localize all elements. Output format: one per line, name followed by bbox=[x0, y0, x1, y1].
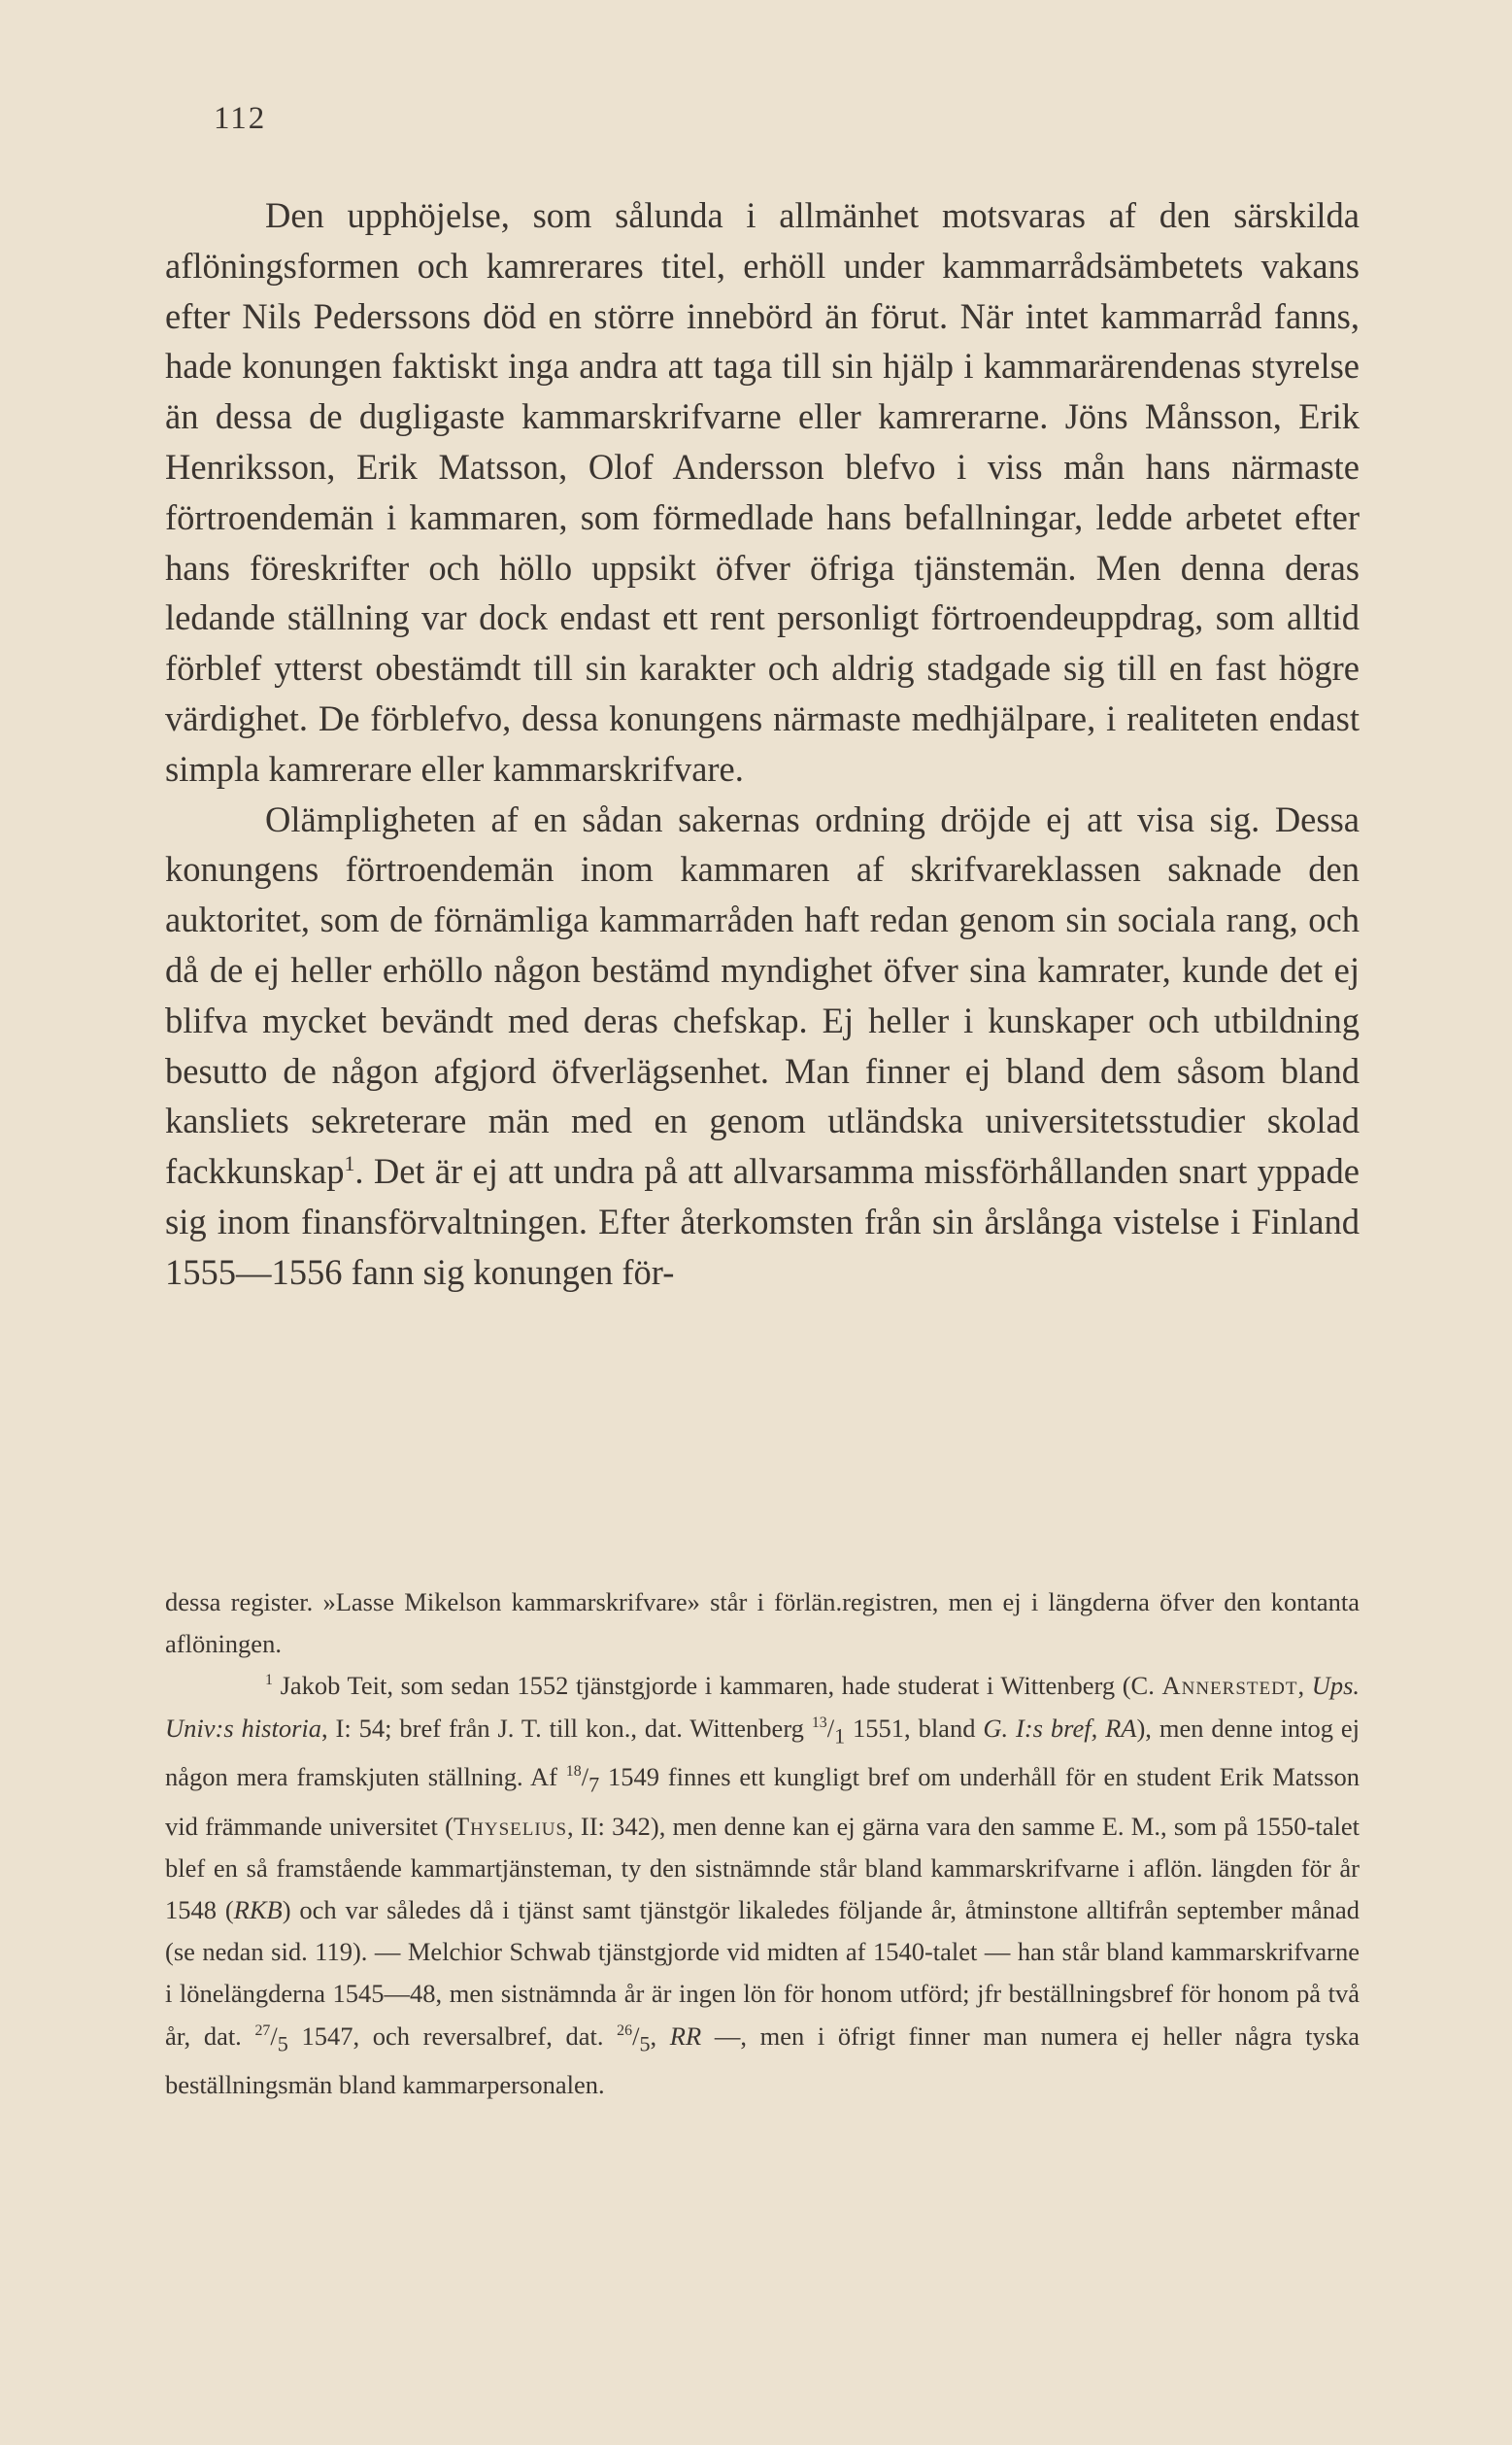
footnote-text: , II: 342), men denne kan ej gärna vara den samme E. M., som på 1550-talet blef en så framstående kammartjänsteman, ty den sistnämnde står bland kammarskrifvarne i aflön. längden för år 1548 ( bbox=[165, 1811, 1360, 1925]
author-name: Annerstedt bbox=[1161, 1671, 1298, 1701]
date-denominator: 1 bbox=[834, 1722, 846, 1748]
date-numerator: 27 bbox=[254, 2021, 271, 2039]
date-denominator: 7 bbox=[588, 1772, 600, 1797]
archive-reference: RR bbox=[669, 2021, 702, 2051]
footnote-1: $^1$ Jakob Teit, som sedan 1552 tjänstgjorde i kammaren, hade studerat i Wittenberg (C. Annerstedt, Ups. Univ:s historia, I: 54; bref från J. T. till kon., dat. Wittenberg $^{13}/_1$ 1551, bland G. I:s bref, RA), men denne intog ej någon mera framskjuten ställning. Af $^{18}/_7$ 1549 finnes ett kungligt bref om underhåll för en student Erik Matsson vid främmande universitet (Thyselius, II: 342), men denne kan ej gärna vara den samme E. M., som på 1550-talet blef en så framstående kammartjänsteman, ty den sistnämnde står bland kammarskrifvarne i aflön. längden för år 1548 (RKB) och var således då i tjänst samt tjänstgör likaledes följande år, åtminstone alltifrån september månad (se nedan sid. 119). — Melchior Schwab tjänstgjorde vid midten af 1540-talet — han står bland kammarskrifvarne i lönelängderna 1545—48, men sistnämnda år är ingen lön för honom utförd; jfr beställningsbref för honom på två år, dat. $^{27}/_5$ 1547, och reversalbref, dat. $^{26}/_5$, RR —, men i öfrigt finner man numera ej heller några tyska beställningsmän bland kammarpersonalen. bbox=[165, 1671, 1361, 2100]
footnote-continuation: dessa register. »Lasse Mikelson kammarskrifvare» står i förlän.registren, men ej i längderna öfver den kontanta aflöningen. bbox=[165, 1587, 1360, 1659]
main-text bbox=[165, 190, 1360, 1298]
footnote-text: , I: 54; bref från J. T. till kon., dat. Wittenberg bbox=[321, 1713, 804, 1743]
footnote-text: , bbox=[1297, 1671, 1305, 1701]
footnotes bbox=[165, 1581, 1360, 2106]
footnote-text: 1551, bland bbox=[853, 1713, 976, 1743]
author-name: Thyselius bbox=[453, 1811, 568, 1841]
footnote-text: 1549 finnes ett kungligt bref om underhåll för en student Erik Matsson vid främmande universitet ( bbox=[165, 1762, 1361, 1841]
date-numerator: 26 bbox=[617, 2021, 633, 2039]
paragraph: Olämpligheten af en sådan sakernas ordning dröjde ej att visa sig. Dessa konungens förtroendemän inom kammaren af skrifvareklassen saknade den auktoritet, som de förnämliga kammarråden haft redan genom sin sociala rang, och då de ej heller erhöllo någon bestämd myndighet öfver sina kamrater, kunde det ej blifva mycket bevändt med deras chefskap. Ej heller i kunskaper och utbildning besutto de någon afgjord öfverlägsenhet. Man finner ej bland dem såsom bland kansliets sekreterare män med en genom utländska universitetsstudier skolad fackkunskap$^1$. Det är ej att undra på att allvarsamma missförhållanden snart yppade sig inom finansförvaltningen. Efter återkomsten från sin årslånga vistelse i Finland 1555—1556 fann sig konungen för- bbox=[165, 798, 1360, 1292]
paragraph: Den upphöjelse, som sålunda i allmänhet motsvaras af den särskilda aflöningsformen och kamrerares titel, erhöll under kammarrådsämbetets vakans efter Nils Pederssons död en större innebörd än förut. När intet kammarråd fanns, hade konungen faktiskt inga andra att taga till sin hjälp i kammarärendenas styrelse än dessa de dugligaste kammarskrifvarne eller kamrerarne. Jöns Månsson, Erik Henriksson, Erik Matsson, Olof Andersson blefvo i viss mån hans närmaste förtroendemän i kammaren, som förmedlade hans befallningar, ledde arbetet efter hans föreskrifter och höllo uppsikt öfver öfriga tjänstemän. Men denna deras ledande ställning var dock endast ett rent personligt förtroendeuppdrag, som alltid förblef ytterst obestämdt till sin karakter och aldrig stadgade sig till en fast högre värdighet. De förblefvo, dessa konungens närmaste medhjälpare, i realiteten endast simpla kamrerare eller kammarskrifvare. bbox=[165, 195, 1360, 789]
footnote-text: Jakob Teit, som sedan 1552 tjänstgjorde i kammaren, hade studerat i Wittenberg (C. bbox=[280, 1671, 1155, 1701]
footnote-text: 1547, och reversalbref, dat. bbox=[301, 2021, 604, 2051]
date-numerator: 18 bbox=[565, 1763, 582, 1781]
archive-reference: RKB bbox=[233, 1895, 283, 1925]
footnote-text: ), men denne intog ej någon mera framskjuten ställning. Af bbox=[165, 1713, 1361, 1792]
archive-reference: G. I:s bref, RA bbox=[983, 1713, 1137, 1743]
paragraph-text: Olämpligheten af en sådan sakernas ordning dröjde ej att visa sig. Dessa konungens förtroendemän inom kammaren af skrifvareklassen saknade den auktoritet, som de förnämliga kammarråden haft redan genom sin sociala rang, och då de ej heller erhöllo någon bestämd myndighet öfver sina kamrater, kunde det ej blifva mycket bevändt med deras chefskap. Ej heller i kunskaper och utbildning besutto de någon afgjord öfverlägsenhet. Man finner ej bland dem såsom bland kansliets sekreterare män med en genom utländska universitetsstudier skolad fackkunskap bbox=[165, 798, 1360, 1192]
date-denominator: 5 bbox=[639, 2030, 651, 2055]
footnote-text: ) och var således då i tjänst samt tjänstgör likaledes följande år, åtminstone alltifrån september månad (se nedan sid. 119). — Melchior Schwab tjänstgjorde vid midten af 1540-talet — han står bland kammarskrifvarne i lönelängderna 1545—48, men sistnämnda år är ingen lön för honom utförd; jfr beställningsbref för honom på två år, dat. bbox=[165, 1895, 1360, 2051]
work-title: Ups. Univ:s historia bbox=[165, 1671, 1361, 1743]
date-denominator: 5 bbox=[277, 2030, 288, 2055]
page-number: 112 bbox=[214, 101, 267, 136]
paragraph-text: Det är ej att undra på att allvarsamma missförhållanden snart yppade sig inom finansförvaltningen. Efter återkomsten från sin årslånga vistelse i Finland 1555—1556 fann sig konungen för- bbox=[165, 1151, 1360, 1292]
footnote-marker: 1 bbox=[265, 1672, 273, 1689]
footnote-text: —, men i öfrigt finner man numera ej heller några tyska beställningsmän bland kammarpersonalen. bbox=[165, 2021, 1361, 2100]
date-numerator: 13 bbox=[811, 1714, 827, 1731]
footnote-reference: 1 bbox=[344, 1150, 355, 1175]
